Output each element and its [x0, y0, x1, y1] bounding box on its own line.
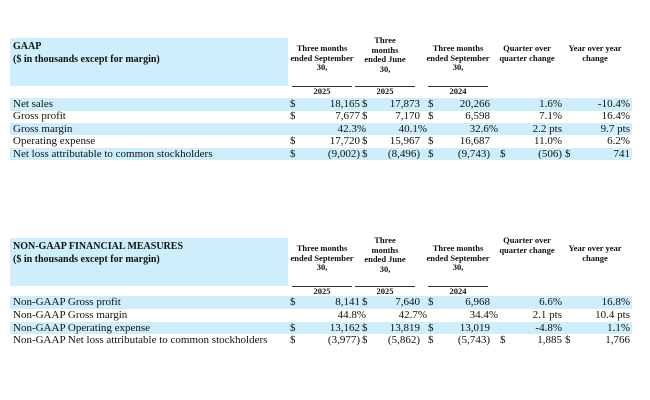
- cell-value: (5,862): [387, 334, 420, 347]
- currency-symbol: $: [428, 110, 434, 123]
- cell-value: 2.1 pts: [532, 308, 562, 321]
- cell-value: 1,766: [605, 334, 630, 347]
- cell-value: (506): [538, 147, 562, 160]
- table-row: [10, 322, 632, 335]
- currency-symbol: $: [428, 98, 434, 110]
- cell-value: 741: [613, 147, 630, 160]
- cell-value: 6,598: [465, 110, 490, 123]
- cell-value: 17,873: [389, 98, 420, 110]
- year-label: 2025: [376, 86, 394, 96]
- cell-value: 16,687: [459, 135, 490, 148]
- cell-value: 1,885: [537, 334, 562, 347]
- cell-value: 16.4%: [601, 110, 630, 123]
- currency-symbol: $: [428, 135, 434, 148]
- currency-symbol: $: [362, 296, 368, 308]
- year-label: 2025: [313, 86, 331, 96]
- cell-value: 6,968: [465, 296, 490, 308]
- cell-value: 7,677: [335, 110, 360, 123]
- row-label: Non-GAAP Gross margin: [13, 308, 128, 321]
- cell-value: (9,002): [327, 147, 360, 160]
- cell-value: 20,266: [459, 98, 490, 110]
- column-header: Three months ended September 30,: [290, 243, 354, 272]
- table-title: GAAP: [13, 41, 42, 52]
- currency-symbol: $: [428, 334, 434, 347]
- currency-symbol: $: [290, 110, 296, 123]
- column-header: Three months ended September 30,: [426, 243, 490, 272]
- cell-value: 10.4 pts: [595, 308, 630, 321]
- row-label: Gross margin: [13, 122, 73, 135]
- cell-value: 13,019: [459, 321, 490, 334]
- cell-value: 7.1%: [539, 110, 562, 123]
- currency-symbol: $: [428, 321, 434, 334]
- table-row: [10, 123, 632, 136]
- cell-value: 7,170: [395, 110, 420, 123]
- column-header: Year over year change: [568, 43, 622, 63]
- currency-symbol: $: [362, 98, 368, 110]
- currency-symbol: $: [290, 334, 296, 347]
- cell-value: 34.4%: [469, 308, 498, 321]
- currency-symbol: $: [362, 321, 368, 334]
- cell-value: 2.2 pts: [532, 122, 562, 135]
- cell-value: 6.2%: [607, 135, 630, 148]
- cell-value: 7,640: [395, 296, 420, 308]
- cell-value: (9,743): [457, 147, 490, 160]
- currency-symbol: $: [428, 147, 434, 160]
- cell-value: 11.0%: [533, 135, 562, 148]
- cell-value: 8,141: [335, 296, 360, 308]
- table-row: [10, 296, 632, 309]
- column-header: Quarter over quarter change: [499, 43, 555, 63]
- cell-value: -10.4%: [597, 98, 630, 110]
- year-label: 2024: [449, 86, 467, 96]
- row-label: Non-GAAP Gross profit: [13, 296, 121, 308]
- table-row: [10, 148, 632, 161]
- currency-symbol: $: [290, 147, 296, 160]
- currency-symbol: $: [362, 135, 368, 148]
- row-label: Operating expense: [13, 135, 96, 148]
- currency-symbol: $: [362, 334, 368, 347]
- cell-value: 17,720: [329, 135, 360, 148]
- row-label: Non-GAAP Net loss attributable to common stockholders: [13, 334, 268, 347]
- cell-value: 1.6%: [539, 98, 562, 110]
- year-label: 2024: [449, 286, 467, 296]
- table-title: NON-GAAP FINANCIAL MEASURES: [13, 241, 184, 252]
- currency-symbol: $: [290, 321, 296, 334]
- currency-symbol: $: [362, 110, 368, 123]
- currency-symbol: $: [362, 147, 368, 160]
- column-header: Three months ended September 30,: [426, 43, 490, 72]
- year-label: 2025: [376, 286, 394, 296]
- table-row: [10, 309, 632, 322]
- cell-value: 13,162: [329, 321, 360, 334]
- table-row: [10, 135, 632, 148]
- column-header: Three months ended June 30,: [364, 235, 406, 274]
- row-label: Net sales: [13, 98, 54, 110]
- currency-symbol: $: [500, 147, 506, 160]
- currency-symbol: $: [290, 135, 296, 148]
- table-row: [10, 334, 632, 347]
- cell-value: 42.7%: [398, 308, 427, 321]
- cell-value: 13,819: [389, 321, 420, 334]
- cell-value: 16.8%: [601, 296, 630, 308]
- cell-value: 18,165: [329, 98, 360, 110]
- currency-symbol: $: [500, 334, 506, 347]
- cell-value: 40.1%: [398, 122, 427, 135]
- year-label: 2025: [313, 286, 331, 296]
- table-row: [10, 98, 632, 111]
- cell-value: 9.7 pts: [600, 122, 630, 135]
- column-header: Year over year change: [568, 243, 622, 263]
- cell-value: 42.3%: [337, 122, 366, 135]
- currency-symbol: $: [290, 296, 296, 308]
- column-header: Three months ended June 30,: [364, 35, 406, 74]
- row-label: Net loss attributable to common stockholders: [13, 147, 213, 160]
- table-subtitle: ($ in thousands except for margin): [13, 54, 160, 65]
- cell-value: 1.1%: [607, 321, 630, 334]
- cell-value: 32.6%: [469, 122, 498, 135]
- cell-value: (3,977): [327, 334, 360, 347]
- table-subtitle: ($ in thousands except for margin): [13, 254, 160, 265]
- cell-value: (8,496): [387, 147, 420, 160]
- cell-value: 44.8%: [337, 308, 366, 321]
- cell-value: -4.8%: [535, 321, 562, 334]
- non-gaap-table: [0, 235, 650, 353]
- cell-value: 6.6%: [539, 296, 562, 308]
- row-label: Non-GAAP Operating expense: [13, 321, 151, 334]
- currency-symbol: $: [428, 296, 434, 308]
- gaap-table: [0, 35, 650, 163]
- column-header: Quarter over quarter change: [499, 235, 555, 255]
- currency-symbol: $: [290, 98, 296, 110]
- row-label: Gross profit: [13, 110, 66, 123]
- currency-symbol: $: [565, 334, 571, 347]
- column-header: Three months ended September 30,: [290, 43, 354, 72]
- cell-value: (5,743): [457, 334, 490, 347]
- currency-symbol: $: [565, 147, 571, 160]
- table-row: [10, 110, 632, 123]
- cell-value: 15,967: [389, 135, 420, 148]
